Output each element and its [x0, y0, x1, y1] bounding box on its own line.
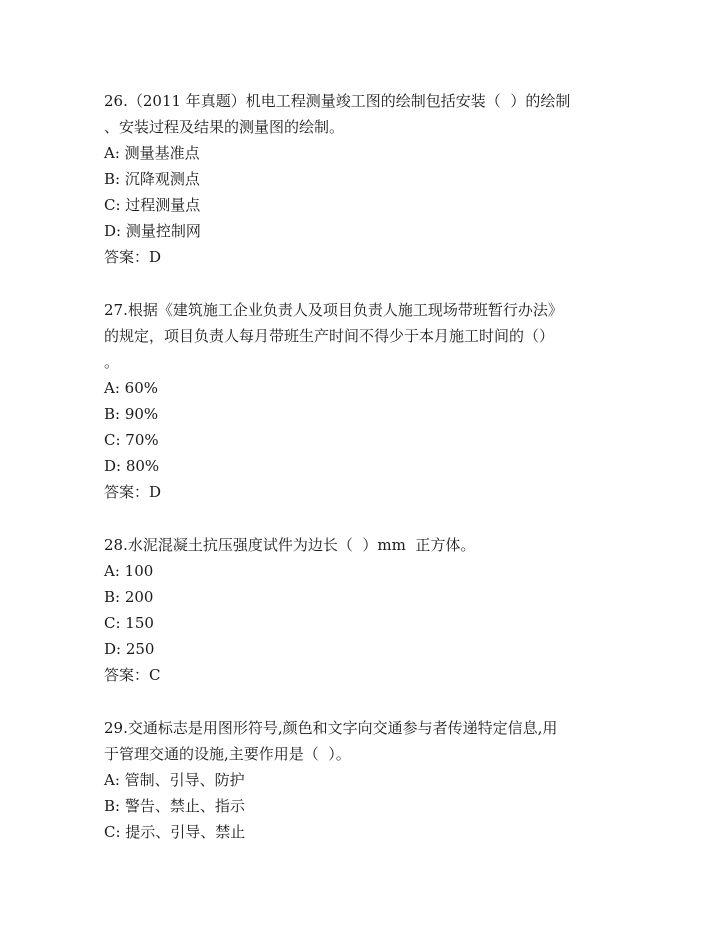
question-28 [104, 532, 614, 688]
question-text-line: 。 [104, 353, 120, 371]
option-b: B: 沉降观测点 [104, 170, 200, 188]
option-b: B: 警告、禁止、指示 [104, 797, 245, 815]
answer: 答案：D [104, 248, 162, 266]
answer: 答案：D [104, 483, 162, 501]
option-d: D: 测量控制网 [104, 222, 201, 240]
option-a: A: 测量基准点 [104, 144, 200, 162]
question-text-line: 、安装过程及结果的测量图的绘制。 [104, 118, 345, 136]
spacer [104, 505, 614, 532]
option-c: C: 提示、引导、禁止 [104, 823, 246, 841]
document-page [104, 88, 614, 845]
answer: 答案：C [104, 666, 161, 684]
option-c: C: 过程测量点 [104, 196, 201, 214]
spacer [104, 688, 614, 715]
option-d: D: 80% [104, 457, 160, 475]
question-text-line: 26.（2011 年真题）机电工程测量竣工图的绘制包括安装（ ）的绘制 [104, 92, 571, 110]
option-c: C: 70% [104, 431, 159, 449]
question-29 [104, 715, 614, 845]
question-text-line: 于管理交通的设施,主要作用是（ ）。 [104, 745, 351, 763]
option-a: A: 管制、引导、防护 [104, 771, 245, 789]
question-26 [104, 88, 614, 270]
option-d: D: 250 [104, 640, 155, 658]
option-a: A: 100 [104, 562, 154, 580]
question-text-line: 的规定，项目负责人每月带班生产时间不得少于本月施工时间的（） [104, 327, 555, 345]
option-b: B: 200 [104, 588, 154, 606]
option-b: B: 90% [104, 405, 159, 423]
question-text-line: 28.水泥混凝土抗压强度试件为边长（ ）mm 正方体。 [104, 536, 476, 554]
spacer [104, 270, 614, 297]
question-27 [104, 297, 614, 505]
question-text-line: 29.交通标志是用图形符号,颜色和文字向交通参与者传递特定信息,用 [104, 719, 558, 737]
question-text-line: 27.根据《建筑施工企业负责人及项目负责人施工现场带班暂行办法》 [104, 301, 563, 319]
option-c: C: 150 [104, 614, 154, 632]
option-a: A: 60% [104, 379, 158, 397]
